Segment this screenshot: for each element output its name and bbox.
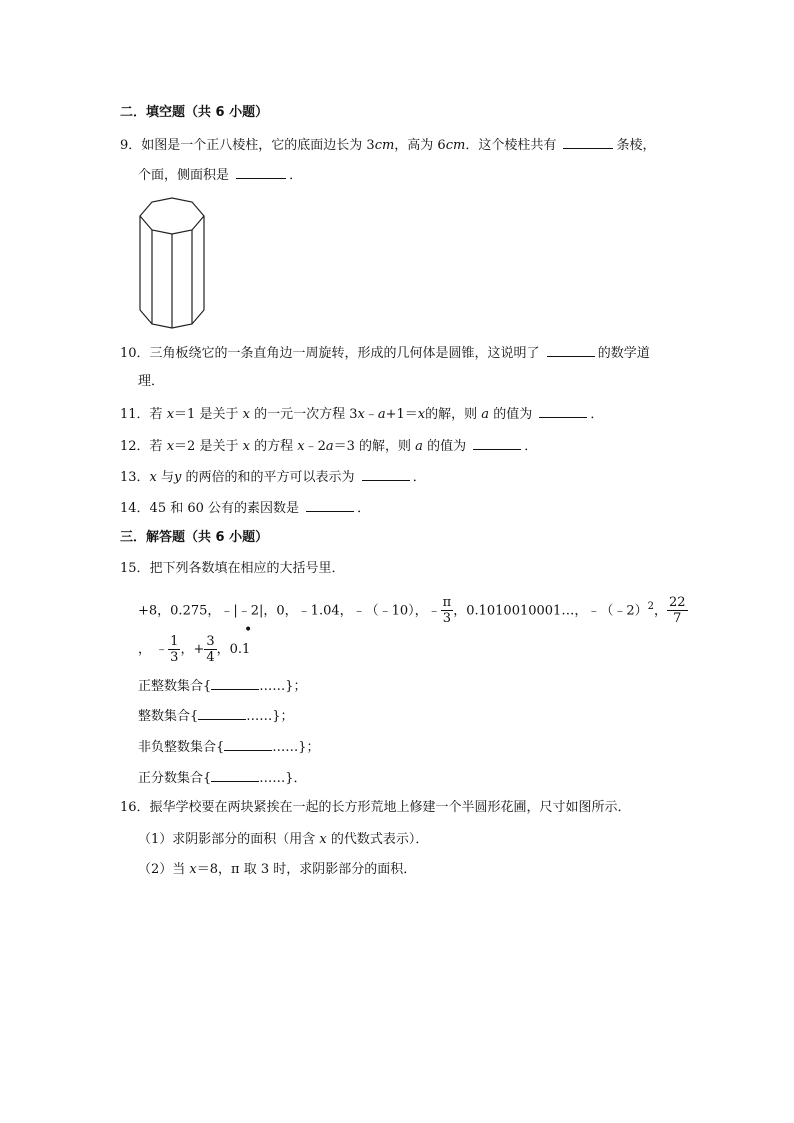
question-16-title: 16．振华学校要在两块紧挨在一起的长方形荒地上修建一个半圆形花圃，尺寸如图所示． bbox=[120, 800, 631, 815]
question-16-part-1: （1）求阴影部分的面积（用含 x 的代数式表示）． bbox=[138, 832, 429, 847]
answer-blank[interactable] bbox=[224, 738, 272, 751]
answer-blank[interactable] bbox=[473, 437, 521, 450]
fraction-1-over-3: $\frac{1}{3}$ bbox=[170, 634, 179, 665]
answer-blank[interactable] bbox=[563, 136, 613, 149]
prism-top-face bbox=[140, 198, 204, 234]
question-number: 11． bbox=[120, 407, 150, 422]
question-number: 12． bbox=[120, 439, 150, 454]
fraction-pi-over-3: $\frac{\pi}{3}$ bbox=[442, 595, 452, 627]
answer-blank[interactable] bbox=[211, 677, 259, 690]
set-nonnegative-integers: 非负整数集合{ ……}； bbox=[138, 740, 320, 755]
question-10-line-2: 理． bbox=[138, 374, 165, 389]
answer-blank[interactable] bbox=[362, 468, 410, 481]
question-number: 14． bbox=[120, 501, 150, 516]
answer-blank[interactable] bbox=[306, 499, 354, 512]
question-13: 13．x 与y 的两倍的和的平方可以表示为 ． bbox=[120, 470, 426, 485]
question-number: 9． bbox=[120, 138, 142, 153]
question-number: 16． bbox=[120, 800, 150, 815]
set-integers: 整数集合{ ……}； bbox=[138, 709, 294, 724]
answer-blank[interactable] bbox=[198, 707, 246, 720]
question-16-part-2: （2）当 x＝8，π 取 3 时，求阴影部分的面积． bbox=[138, 862, 417, 877]
question-9-line-1: 9．如图是一个正八棱柱，它的底面边长为 3cm，高为 6cm．这个棱柱共有 条棱， bbox=[120, 138, 656, 153]
fraction-22-over-7: $\frac{22}{7}$ bbox=[669, 595, 686, 627]
question-15-numbers-line-2: ， ﹣ $\frac{1}{3}$ ，+ $\frac{3}{4}$ ，0. • 1 bbox=[138, 622, 253, 665]
question-number: 10． bbox=[120, 346, 150, 361]
question-9-line-2: 个面，侧面积是 ． bbox=[138, 168, 303, 183]
answer-blank[interactable] bbox=[211, 769, 259, 782]
question-10-line-1: 10．三角板绕它的一条直角边一周旋转，形成的几何体是圆锥，这说明了 的数学道 bbox=[120, 346, 650, 361]
question-number: 13． bbox=[120, 470, 150, 485]
question-11: 11．若 x＝1 是关于 x 的一元一次方程 3x﹣a+1＝x的解，则 a 的值为 ． bbox=[120, 407, 604, 422]
section-solve-title: 三．解答题（共 6 小题） bbox=[120, 530, 269, 545]
fraction-3-over-4: $\frac{3}{4}$ bbox=[206, 634, 215, 665]
repeating-decimal-digit: • 1 bbox=[242, 622, 253, 657]
question-15-title: 15．把下列各数填在相应的大括号里． bbox=[120, 561, 345, 576]
answer-blank[interactable] bbox=[236, 166, 286, 179]
octagonal-prism-figure bbox=[134, 192, 210, 332]
question-14: 14．45 和 60 公有的素因数是 ． bbox=[120, 501, 371, 516]
section-fill-title: 二．填空题（共 6 小题） bbox=[120, 105, 269, 120]
answer-blank[interactable] bbox=[547, 344, 595, 357]
set-positive-fractions: 正分数集合{ ……}． bbox=[138, 771, 307, 786]
answer-blank[interactable] bbox=[539, 405, 587, 418]
question-15-numbers-line-1: +8，0.275，﹣|﹣2|，0，﹣1.04，﹣（﹣10），﹣ $\frac{\pi}{3}$ ，0.1010010001…，﹣（﹣2）$^2$， $\frac{22}{7}$ bbox=[138, 595, 686, 627]
question-number: 15． bbox=[120, 561, 150, 576]
question-12: 12．若 x＝2 是关于 x 的方程 x﹣2a＝3 的解，则 a 的值为 ． bbox=[120, 439, 538, 454]
set-positive-integers: 正整数集合{ ……}； bbox=[138, 679, 307, 694]
